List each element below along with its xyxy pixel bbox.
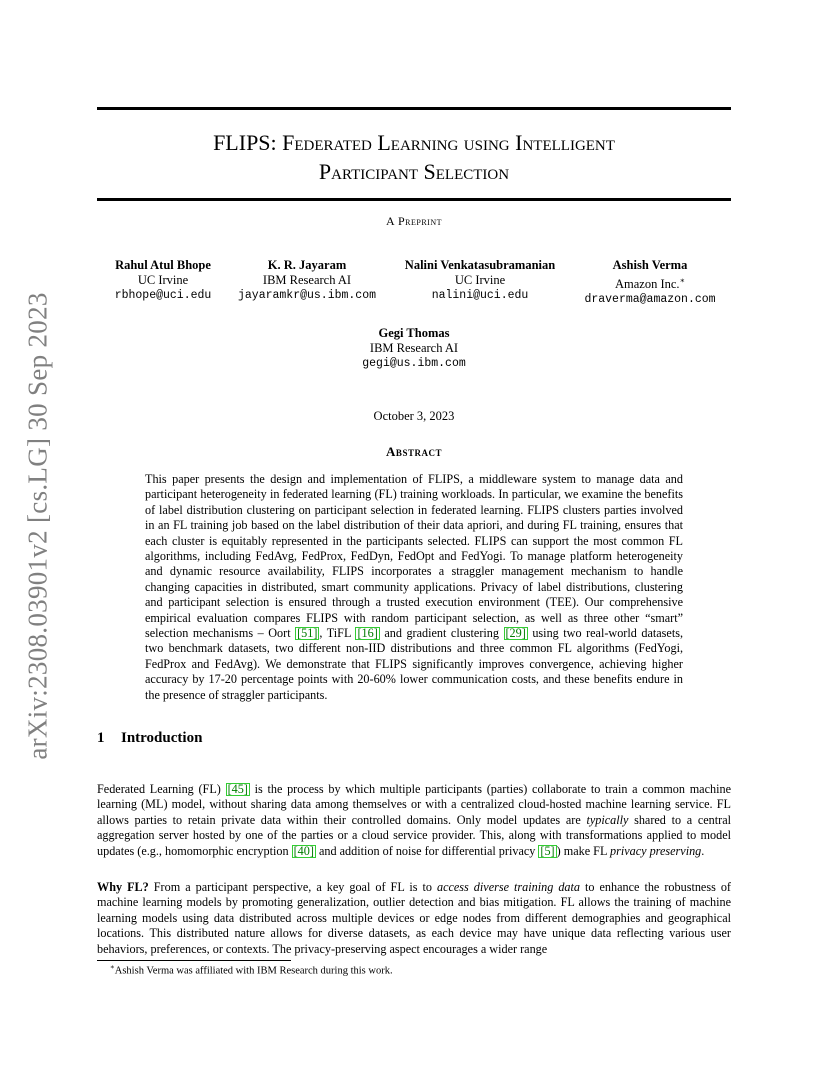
paragraph-text: . <box>701 843 705 858</box>
author-2 <box>238 258 376 304</box>
author-name: Ashish Verma <box>612 258 688 272</box>
author-5 <box>362 326 466 372</box>
author-name: Rahul Atul Bhope <box>115 258 211 272</box>
citation-link[interactable]: [51] <box>297 626 318 641</box>
footnote-text: Ashish Verma was affiliated with IBM Research during this work. <box>114 965 393 977</box>
author-affiliation-text: Amazon Inc. <box>615 277 680 292</box>
abstract-sentence: , TiFL <box>319 626 356 641</box>
title-line-2: Participant Selection <box>318 159 510 184</box>
footnote <box>110 963 393 977</box>
paragraph-text: Federated Learning (FL) <box>97 782 226 796</box>
footnote-rule <box>97 960 291 961</box>
author-block <box>97 258 731 308</box>
section-heading <box>97 730 202 747</box>
citation-link[interactable]: [5] <box>540 843 555 858</box>
author-email[interactable]: rbhope@uci.edu <box>114 289 212 302</box>
author-affiliation: UC Irvine <box>137 273 189 287</box>
author-email[interactable]: draverma@amazon.com <box>584 293 716 307</box>
title-rule-top <box>97 107 731 110</box>
title-rule-bottom <box>97 198 731 201</box>
paper-title <box>97 128 731 186</box>
footnote-marker[interactable]: ∗ <box>679 276 685 285</box>
abstract-text <box>145 472 683 703</box>
footnote-mark: ∗ <box>110 963 115 971</box>
author-email[interactable]: jayaramkr@us.ibm.com <box>237 289 377 302</box>
author-email[interactable]: gegi@us.ibm.com <box>362 357 466 370</box>
paragraph-text: to enhance the robustness of machine learning models by promoting generalization, outlier detection and bias mitigation. FL allows the training of machine learning models using data distributed across multiple devices or edge nodes from different demographies and geographical locations. This distributed nature allows for diverse datasets, as each device may have unique data reflecting various user behaviors, preferences, or contexts. The privacy-preserving aspect encourages a wider range <box>97 880 731 956</box>
section-title: Introduction <box>121 730 203 746</box>
author-affiliation: UC Irvine <box>454 273 506 287</box>
author-name: K. R. Jayaram <box>267 258 347 272</box>
author-affiliation: IBM Research AI <box>262 273 352 287</box>
paragraph-lead: Why FL? <box>97 880 149 894</box>
author-name: Nalini Venkatasubramanian <box>404 258 556 272</box>
paragraph-text: is the process by which multiple participants (parties) collaborate to train a common machine learning (ML) model, without sharing data among themselves or with a centralized cloud-hosted machine learning service. FL allows parties to retain private data within their controlled domains. Only model updates are <box>97 782 731 827</box>
author-1 <box>115 258 212 304</box>
emphasis-text: privacy preserving <box>610 843 702 858</box>
paper-date: October 3, 2023 <box>373 409 455 423</box>
author-affiliation <box>584 273 715 292</box>
citation-link[interactable]: [40] <box>293 843 314 858</box>
intro-paragraph-1 <box>97 782 731 859</box>
emphasis-text: access diverse training data <box>436 880 580 894</box>
arxiv-stamp-text[interactable]: arXiv:2308.03901v2 [cs.LG] 30 Sep 2023 <box>22 292 53 760</box>
paragraph-text: ) make FL <box>556 843 610 858</box>
preprint-label: A Preprint <box>385 214 442 228</box>
author-affiliation: IBM Research AI <box>369 341 459 355</box>
author-email[interactable]: nalini@uci.edu <box>431 289 529 302</box>
author-4 <box>584 258 715 308</box>
emphasis-text: typically <box>586 812 629 827</box>
paragraph-text: shared to a central aggregation server hosted by one of the parties or a cloud service provider. This, along with transformations applied to model updates (e.g., homomorphic encryption <box>97 812 731 858</box>
abstract-sentence: using two real-world datasets, two benchmark datasets, two different non-IID distributions and three common FL algorithms (FedYogi, FedProx and FedAvg). We demonstrate that FLIPS significantly improves convergence, achieving higher accuracy by 17-20 percentage points with 20-60% lower communication costs, and these benefits endure in the presence of straggler participants. <box>145 626 683 702</box>
abstract-sentence: This paper presents the design and implementation of FLIPS, a middleware system to manage data and participant heterogeneity in federated learning (FL) training workloads. In particular, we examine the benefits of label distribution clustering on participant selection in federated learning. FLIPS clusters parties involved in an FL training job based on the label distribution of their data apriori, and during FL training, ensures that each cluster is equitably represented in the participants selected. FLIPS can support the most common FL algorithms, including FedAvg, FedProx, FedDyn, FedOpt and FedYogi. To manage platform heterogeneity and dynamic resource availability, FLIPS incorporates a straggler management mechanism to handle changing capacities in distributed, smart community applications. Privacy of label distributions, clustering and participant selection is ensured through a trusted execution environment (TEE). Our comprehensive empirical evaluation compares FLIPS with random participant selection, as well as three other “smart” selection mechanisms – Oort <box>145 472 683 641</box>
abstract-heading: Abstract <box>386 444 442 459</box>
intro-paragraph-2 <box>97 880 731 957</box>
author-3 <box>405 258 555 304</box>
citation-link[interactable]: [16] <box>357 626 378 641</box>
paragraph-text: and addition of noise for differential privacy <box>315 843 539 858</box>
section-number: 1 <box>97 730 105 746</box>
author-name: Gegi Thomas <box>378 326 450 340</box>
citation-link[interactable]: [29] <box>505 626 526 641</box>
abstract-sentence: and gradient clustering <box>379 626 504 641</box>
paragraph-text: From a participant perspective, a key goal of FL is to <box>148 880 437 894</box>
citation-link[interactable]: [45] <box>227 782 248 796</box>
title-line-1: FLIPS: Federated Learning using Intelligent <box>213 130 615 155</box>
